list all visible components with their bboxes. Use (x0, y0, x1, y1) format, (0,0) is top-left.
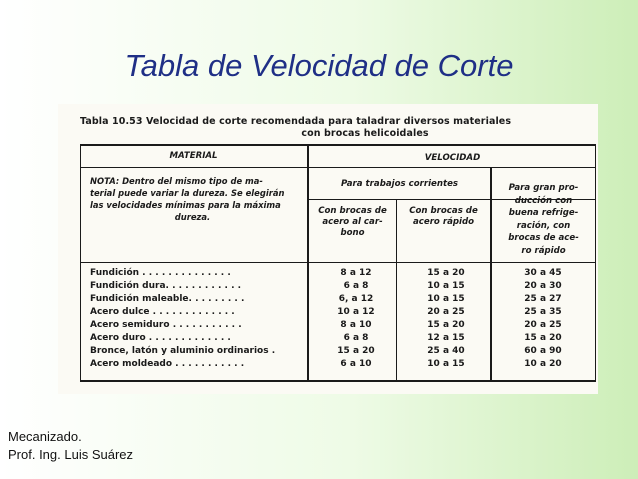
body-rule (80, 262, 596, 263)
table-row (80, 267, 596, 279)
carbon-steel-cell: 8 a 10 (340, 320, 372, 330)
hss-cell: 10 a 15 (427, 294, 465, 304)
header-col1 (309, 206, 396, 239)
col3-line: ración, con (516, 220, 571, 231)
carbon-steel-cell: 6 a 10 (340, 359, 372, 369)
high-production-cell: 30 a 45 (524, 268, 562, 278)
material-cell: Bronce, latón y aluminio ordinarios . (90, 346, 276, 356)
hss-cell: 20 a 25 (427, 307, 465, 317)
speed-table (80, 144, 596, 382)
slide-title: Tabla de Velocidad de Corte (124, 48, 514, 83)
slide-footer (8, 428, 133, 464)
col3-line: ro rápido (521, 245, 566, 256)
table-row (80, 332, 596, 344)
carbon-steel-cell: 6 a 8 (343, 333, 369, 343)
hss-cell: 15 a 20 (427, 320, 465, 330)
table-row (80, 358, 596, 370)
caption-line-2: con brocas helicoidales (301, 128, 429, 139)
footer-author: Prof. Ing. Luis Suárez (8, 447, 134, 462)
high-production-cell: 15 a 20 (524, 333, 562, 343)
carbon-steel-cell: 8 a 12 (340, 268, 372, 278)
note-line: terial puede variar la dureza. Se elegirán (90, 188, 285, 198)
col3-line: buena refrige- (508, 208, 579, 218)
material-note (90, 175, 295, 223)
col3-line: Para gran pro- (508, 183, 579, 193)
table-row (80, 306, 596, 318)
high-production-cell: 20 a 30 (524, 281, 562, 291)
high-production-cell: 25 a 35 (524, 307, 562, 317)
hss-cell: 15 a 20 (427, 268, 465, 278)
high-production-cell: 20 a 25 (524, 320, 562, 330)
col3-line: ducción con (514, 195, 573, 206)
table-caption (80, 116, 590, 140)
carbon-steel-cell: 6, a 12 (338, 294, 374, 304)
col1-line: bono (340, 228, 365, 238)
table-row (80, 345, 596, 357)
caption-line-1: Tabla 10.53 Velocidad de corte recomendada para taladrar diversos materiales (80, 116, 512, 127)
material-cell: Fundición maleable. . . . . . . . . (90, 294, 245, 304)
hss-cell: 12 a 15 (427, 333, 465, 343)
header-velocidad: VELOCIDAD (424, 153, 481, 163)
high-production-cell: 60 a 90 (524, 346, 562, 356)
high-production-cell: 25 a 27 (524, 294, 562, 304)
note-line: NOTA: Dentro del mismo tipo de ma- (90, 176, 263, 186)
hss-cell: 10 a 15 (427, 359, 465, 369)
header-material: MATERIAL (169, 151, 218, 161)
col2-line: acero rápido (412, 217, 475, 227)
high-production-cell: 10 a 20 (524, 359, 562, 369)
material-cell: Fundición . . . . . . . . . . . . . . (90, 268, 231, 278)
material-cell: Acero moldeado . . . . . . . . . . . (90, 359, 245, 369)
header-trabajos-corrientes: Para trabajos corrientes (340, 179, 459, 189)
material-cell: Acero duro . . . . . . . . . . . . . (90, 333, 231, 343)
table-row (80, 293, 596, 305)
carbon-steel-cell: 6 a 8 (343, 281, 369, 291)
table-bottom-rule (80, 380, 596, 382)
hss-cell: 10 a 15 (427, 281, 465, 291)
col1-line: Con brocas de (318, 206, 387, 216)
material-cell: Fundición dura. . . . . . . . . . . . (90, 281, 242, 291)
table-top-rule (80, 144, 596, 146)
note-line: dureza. (174, 212, 211, 222)
table-row (80, 280, 596, 292)
carbon-steel-cell: 15 a 20 (337, 346, 375, 356)
header-col3 (492, 182, 595, 257)
table-row (80, 319, 596, 331)
footer-course: Mecanizado. (8, 429, 82, 444)
material-cell: Acero dulce . . . . . . . . . . . . . (90, 307, 235, 317)
note-line: las velocidades mínimas para la máxima (90, 200, 281, 210)
material-cell: Acero semiduro . . . . . . . . . . . (90, 320, 242, 330)
header-rule (80, 167, 596, 168)
scanned-table-image (58, 104, 598, 394)
col2-line: Con brocas de (409, 206, 478, 216)
hss-cell: 25 a 40 (427, 346, 465, 356)
carbon-steel-cell: 10 a 12 (337, 307, 375, 317)
col1-line: acero al car- (322, 217, 383, 227)
col3-line: brocas de ace- (508, 233, 579, 243)
header-col2 (397, 206, 490, 228)
